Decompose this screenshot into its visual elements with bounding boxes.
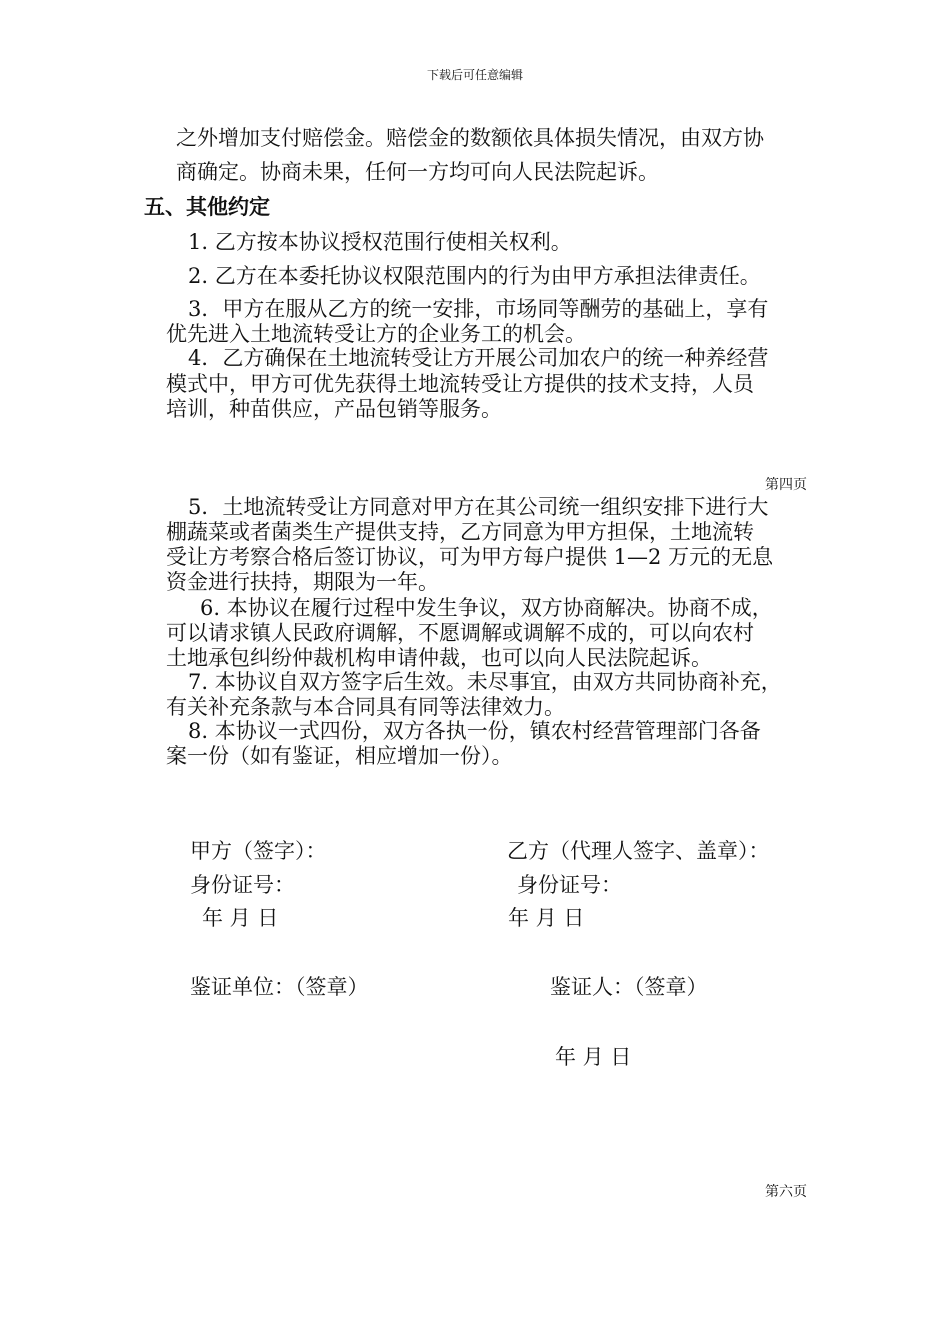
item-6-line-1: 6. 本协议在履行过程中发生争议，双方协商解决。协商不成， [200, 596, 773, 620]
section-5-heading: 五、其他约定 [144, 194, 270, 219]
party-b-signature-label: 乙方（代理人签字、盖章）： [507, 839, 770, 863]
item-8-line-2: 案一份（如有鉴证，相应增加一份）。 [166, 744, 513, 768]
item-5-line-2: 棚蔬菜或者菌类生产提供支持，乙方同意为甲方担保，土地流转 [166, 520, 754, 544]
item-7-line-1: 7. 本协议自双方签字后生效。未尽事宜，由双方共同协商补充， [188, 670, 782, 694]
item-7-line-2: 有关补充条款与本合同具有同等法律效力。 [166, 695, 565, 719]
certification-date: 年 月 日 [555, 1045, 632, 1069]
damages-line-1: 之外增加支付赔偿金。赔偿金的数额依具体损失情况，由双方协 [176, 126, 764, 150]
certifier-label: 鉴证人：（签章） [550, 975, 708, 999]
item-8-line-1: 8. 本协议一式四份，双方各执一份，镇农村经营管理部门各备 [188, 719, 761, 743]
item-4-line-1: 4．乙方确保在土地流转受让方开展公司加农户的统一种养经营 [188, 346, 769, 370]
item-1: 1. 乙方按本协议授权范围行使相关权利。 [188, 230, 572, 254]
item-2: 2. 乙方在本委托协议权限范围内的行为由甲方承担法律责任。 [188, 264, 761, 288]
party-a-id-label: 身份证号： [190, 873, 295, 897]
page-number-4: 第四页 [765, 477, 807, 493]
party-b-id-label: 身份证号： [517, 873, 622, 897]
page-header: 下载后可任意编辑 [426, 68, 523, 82]
item-6-line-3: 土地承包纠纷仲裁机构申请仲裁，也可以向人民法院起诉。 [166, 646, 712, 670]
damages-line-2: 商确定。协商未果，任何一方均可向人民法院起诉。 [176, 160, 659, 184]
party-b-date: 年 月 日 [508, 906, 585, 930]
item-6-line-2: 可以请求镇人民政府调解，不愿调解或调解不成的，可以向农村 [166, 621, 754, 645]
item-4-line-2: 模式中，甲方可优先获得土地流转受让方提供的技术支持，人员 [166, 372, 754, 396]
item-5-line-3: 受让方考察合格后签订协议，可为甲方每户提供 1—2 万元的无息 [166, 545, 774, 569]
item-5-line-1: 5．土地流转受让方同意对甲方在其公司统一组织安排下进行大 [188, 495, 769, 519]
item-5-line-4: 资金进行扶持，期限为一年。 [166, 570, 439, 594]
page-number-6: 第六页 [765, 1184, 807, 1200]
item-3-line-2: 优先进入土地流转受让方的企业务工的机会。 [166, 322, 586, 346]
party-a-signature-label: 甲方（签字）： [190, 839, 327, 863]
item-4-line-3: 培训，种苗供应，产品包销等服务。 [166, 397, 502, 421]
party-a-date: 年 月 日 [202, 906, 279, 930]
item-3-line-1: 3．甲方在服从乙方的统一安排，市场同等酬劳的基础上，享有 [188, 297, 769, 321]
certifying-unit-label: 鉴证单位：（签章） [190, 975, 369, 999]
